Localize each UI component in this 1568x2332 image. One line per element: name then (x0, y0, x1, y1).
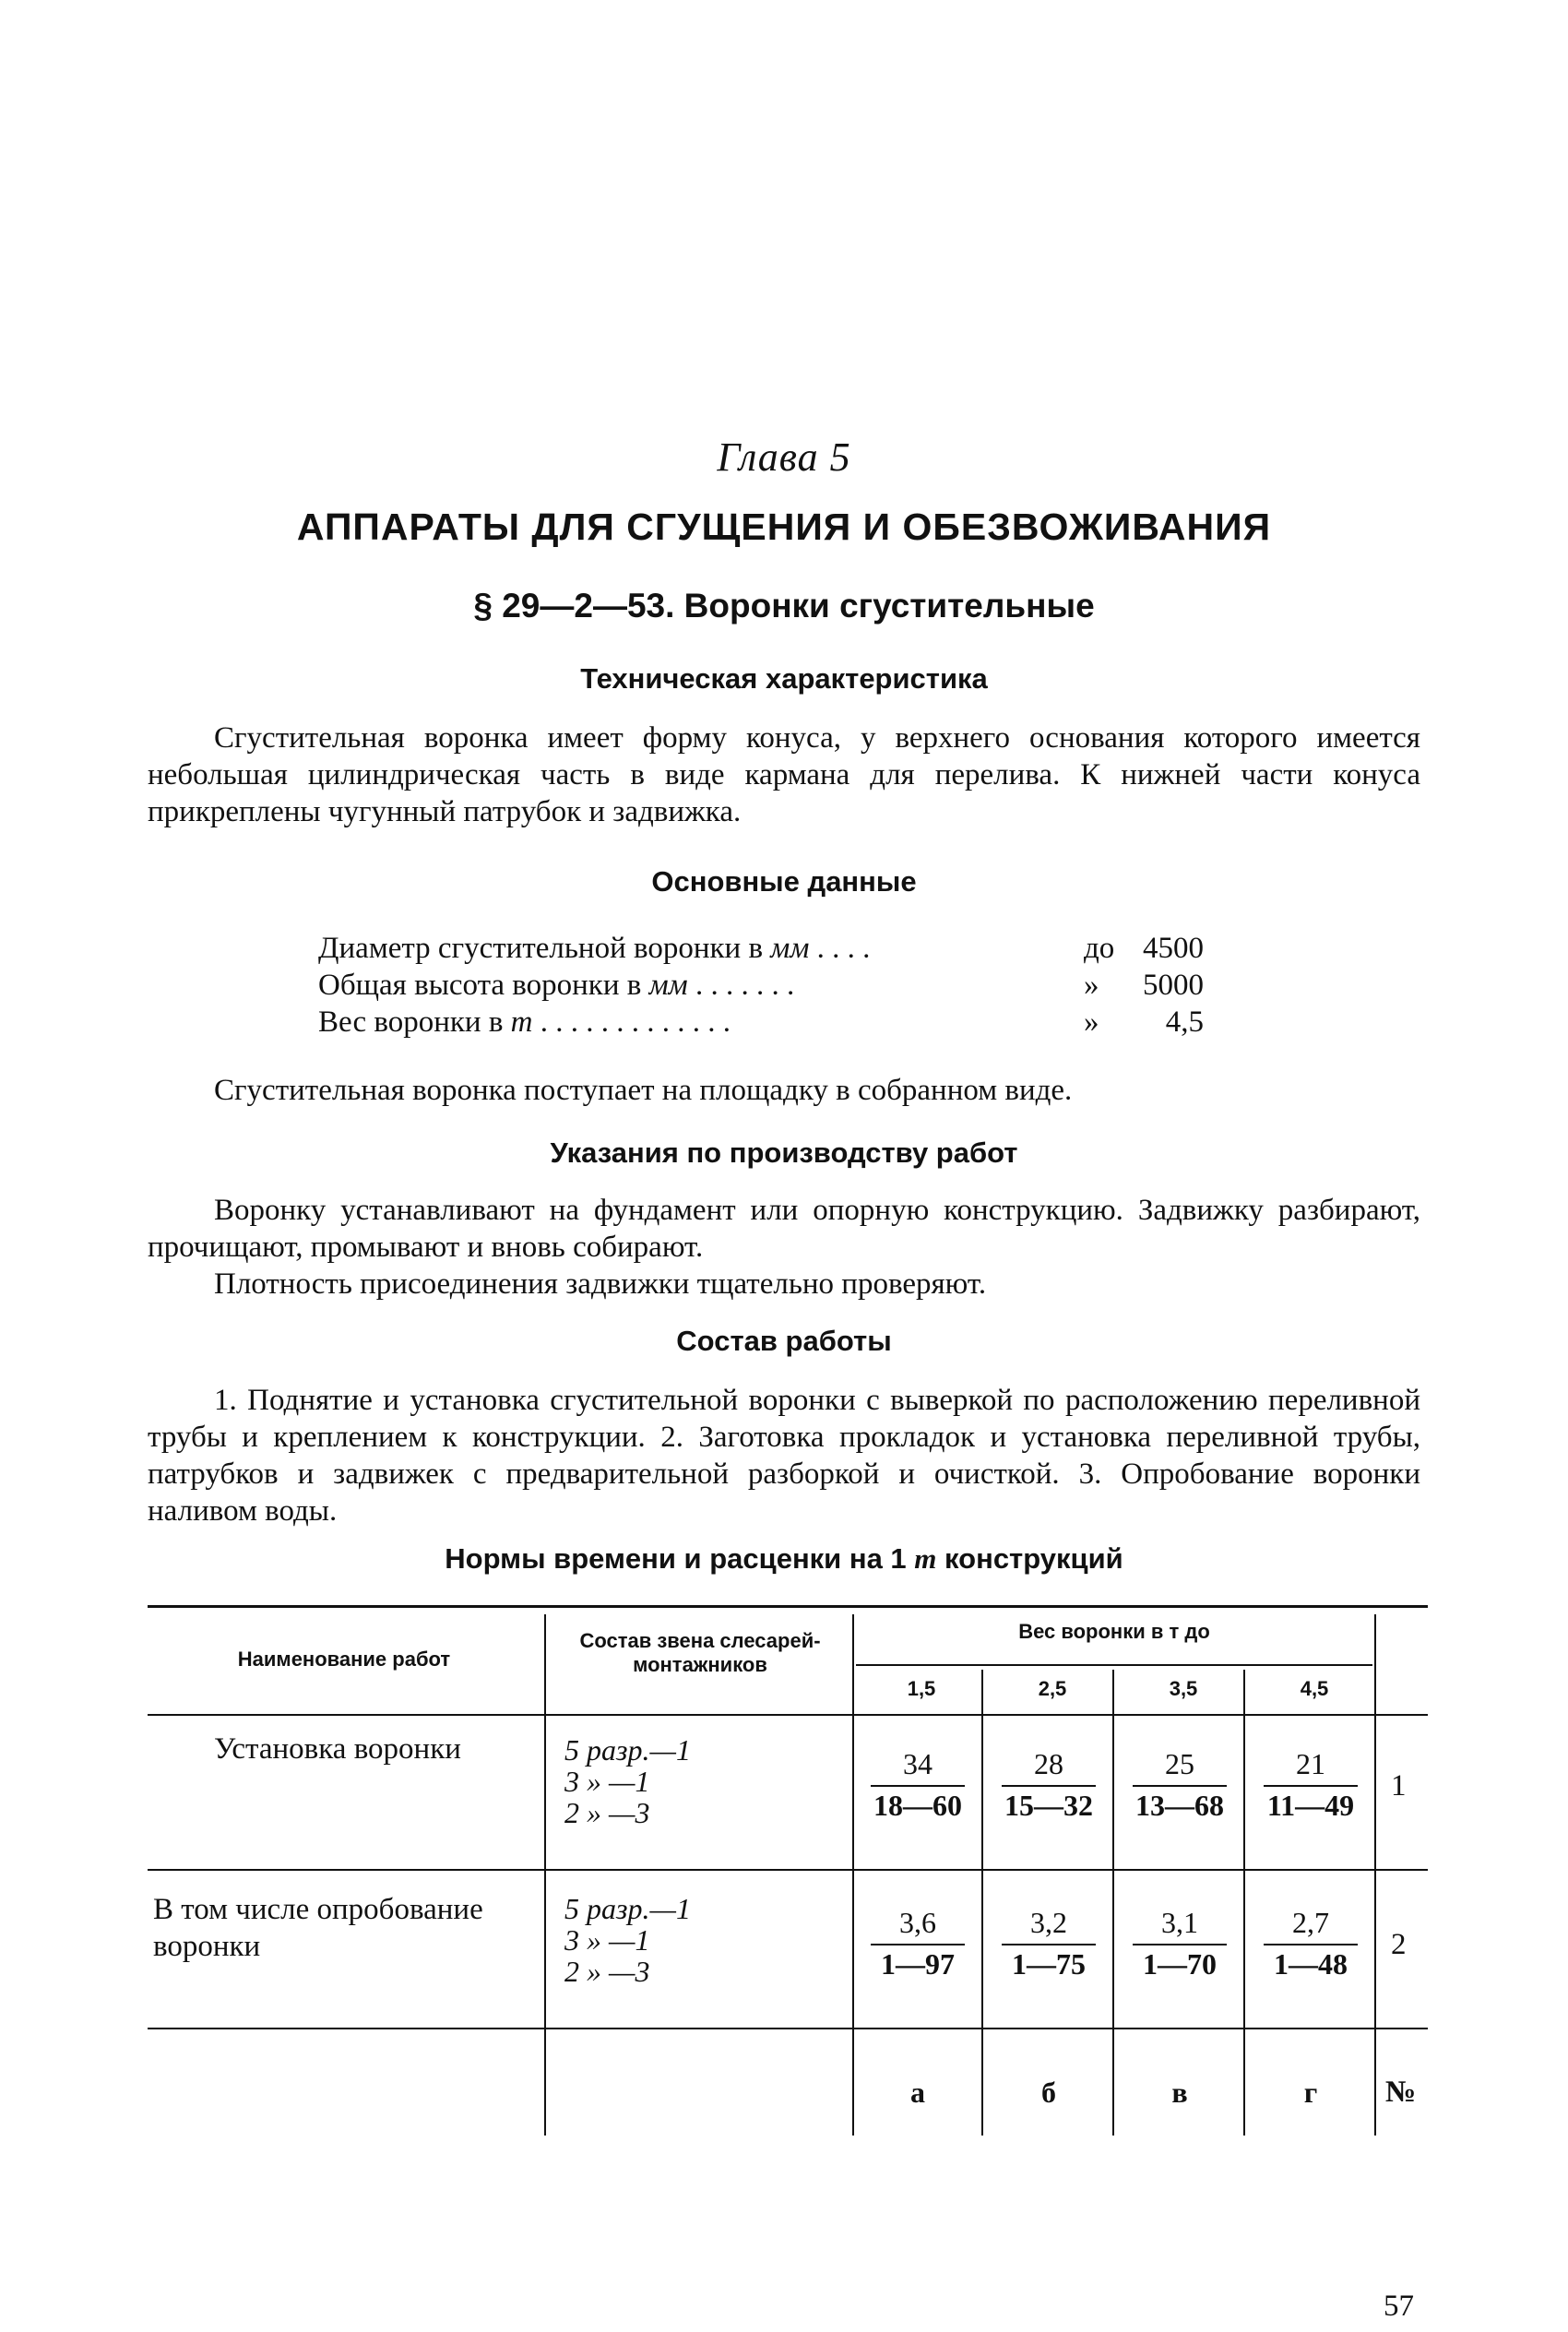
spec-row (318, 930, 1204, 967)
spec-dots: . . . . . . . (687, 969, 795, 1002)
crew-line: 3 » —1 (564, 1923, 650, 1957)
column-code: б (1041, 2076, 1056, 2109)
norm-cell (989, 1906, 1109, 1981)
column-divider (1112, 1670, 1114, 2136)
spec-prefix: до (1084, 932, 1115, 965)
weight-col: 4,5 (1300, 1677, 1329, 1700)
chapter-label: Глава 5 (717, 434, 851, 480)
tech-heading: Техническая характеристика (580, 662, 988, 695)
column-divider (544, 1614, 546, 2136)
column-divider (852, 1614, 854, 2136)
norm-cell (1251, 1747, 1371, 1823)
spec-unit: мм (770, 932, 810, 965)
instructions-text: Воронку устанавливают на фундамент или опорную конструкцию. Задвижку разбирают, прочищают, промывают и вновь собирают. (148, 1194, 1420, 1264)
rate: 1—70 (1143, 1947, 1217, 1981)
time-norm: 2,7 (1264, 1906, 1358, 1945)
instructions-heading: Указания по производству работ (550, 1136, 1018, 1169)
tech-text: Сгустительная воронка имеет форму конуса, у верхнего основания которого имеется небольшая цилиндрическая часть в виде кармана для перелива. К нижней части конуса прикреплены чугунный патрубок и задвижка. (148, 721, 1420, 828)
crew-line: 5 разр.—1 (564, 1892, 691, 1925)
delivery-text: Сгустительная воронка поступает на площадку в собранном виде. (214, 1074, 1073, 1107)
header-weight: Вес воронки в т до (1018, 1620, 1210, 1643)
caption-unit: т (914, 1542, 937, 1575)
norm-cell (1120, 1906, 1240, 1981)
page-number: 57 (1384, 2290, 1414, 2323)
weight-header-rule (856, 1664, 1372, 1666)
norm-cell (989, 1747, 1109, 1823)
time-norm: 3,1 (1133, 1906, 1227, 1945)
norm-cell (858, 1747, 978, 1823)
spec-dots: . . . . . . . . . . . . . (532, 1005, 731, 1039)
column-code: в (1171, 2076, 1188, 2109)
time-norm: 34 (871, 1747, 965, 1787)
caption-text: Нормы времени и расценки на 1 (445, 1542, 907, 1575)
column-code: г (1303, 2076, 1318, 2109)
weight-col: 1,5 (907, 1677, 936, 1700)
norm-cell (858, 1906, 978, 1981)
header-bottom-rule (148, 1714, 1428, 1716)
caption-text-end: конструкций (944, 1542, 1123, 1575)
table-top-rule (148, 1605, 1428, 1608)
spec-prefix: » (1084, 1005, 1099, 1039)
tech-paragraph (148, 720, 1420, 830)
row-number: 2 (1391, 1928, 1407, 1961)
spec-dots: . . . . (809, 932, 871, 965)
header-work-name: Наименование работ (237, 1648, 451, 1671)
composition-heading: Состав работы (676, 1325, 892, 1357)
composition-paragraph (148, 1382, 1420, 1529)
column-divider (1374, 1614, 1376, 2136)
time-norm: 21 (1264, 1747, 1358, 1787)
chapter-title: АППАРАТЫ ДЛЯ СГУЩЕНИЯ И ОБЕЗВОЖИВАНИЯ (296, 506, 1272, 548)
table-caption (0, 1542, 1568, 1576)
delivery-paragraph (148, 1072, 1420, 1109)
column-divider (1243, 1670, 1245, 2136)
rate: 18—60 (873, 1789, 962, 1822)
spec-label: Диаметр сгустительной воронки в (318, 932, 764, 965)
row-separator (148, 1869, 1428, 1871)
row-number: 1 (1391, 1769, 1407, 1803)
specs-list (318, 930, 1204, 1041)
row-work-name: Установка воронки (214, 1732, 461, 1766)
column-divider (981, 1670, 983, 2136)
spec-value: 4500 (1143, 932, 1204, 965)
instructions-paragraph (148, 1192, 1420, 1303)
spec-value: 4,5 (1165, 1005, 1204, 1039)
section-title: § 29—2—53. Воронки сгустительные (473, 587, 1095, 625)
number-label: № (1385, 2076, 1417, 2109)
row-crew (564, 1734, 691, 1828)
rate: 1—48 (1274, 1947, 1348, 1981)
rate: 15—32 (1004, 1789, 1093, 1822)
table-bottom-rule (148, 2028, 1428, 2029)
rate: 11—49 (1266, 1789, 1355, 1822)
time-norm: 28 (1002, 1747, 1096, 1787)
rate: 13—68 (1135, 1789, 1224, 1822)
spec-row (318, 967, 1204, 1004)
crew-line: 3 » —1 (564, 1765, 650, 1798)
spec-prefix: » (1084, 969, 1099, 1002)
crew-line: 2 » —3 (564, 1796, 650, 1829)
column-code: а (910, 2076, 925, 2109)
time-norm: 3,2 (1002, 1906, 1096, 1945)
norm-cell (1120, 1747, 1240, 1823)
header-crew: Состав звена слесарей-монтажников (579, 1629, 821, 1676)
row-work-name: В том числе опробование воронки (153, 1893, 483, 1963)
spec-value: 5000 (1143, 969, 1204, 1002)
crew-line: 5 разр.—1 (564, 1733, 691, 1767)
spec-unit: т (510, 1005, 533, 1039)
spec-label: Общая высота воронки в (318, 969, 642, 1002)
weight-col: 3,5 (1169, 1677, 1198, 1700)
composition-text: 1. Поднятие и установка сгустительной воронки с выверкой по расположению переливной трубы и креплением к конструкции. 2. Заготовка прокладок и установка переливной трубы, патрубков и задвижек с предварительной разборкой и очисткой. 3. Опробование воронки наливом воды. (148, 1384, 1420, 1528)
rate: 1—75 (1012, 1947, 1086, 1981)
norm-cell (1251, 1906, 1371, 1981)
weight-col: 2,5 (1038, 1677, 1067, 1700)
time-norm: 3,6 (871, 1906, 965, 1945)
row-crew (564, 1893, 691, 1987)
basic-data-heading: Основные данные (651, 865, 917, 898)
spec-unit: мм (648, 969, 688, 1002)
instructions-text-2: Плотность присоединения задвижки тщательно проверяют. (214, 1267, 987, 1301)
spec-row (318, 1004, 1204, 1041)
rate: 1—97 (881, 1947, 955, 1981)
time-norm: 25 (1133, 1747, 1227, 1787)
spec-label: Вес воронки в (318, 1005, 504, 1039)
crew-line: 2 » —3 (564, 1955, 650, 1988)
